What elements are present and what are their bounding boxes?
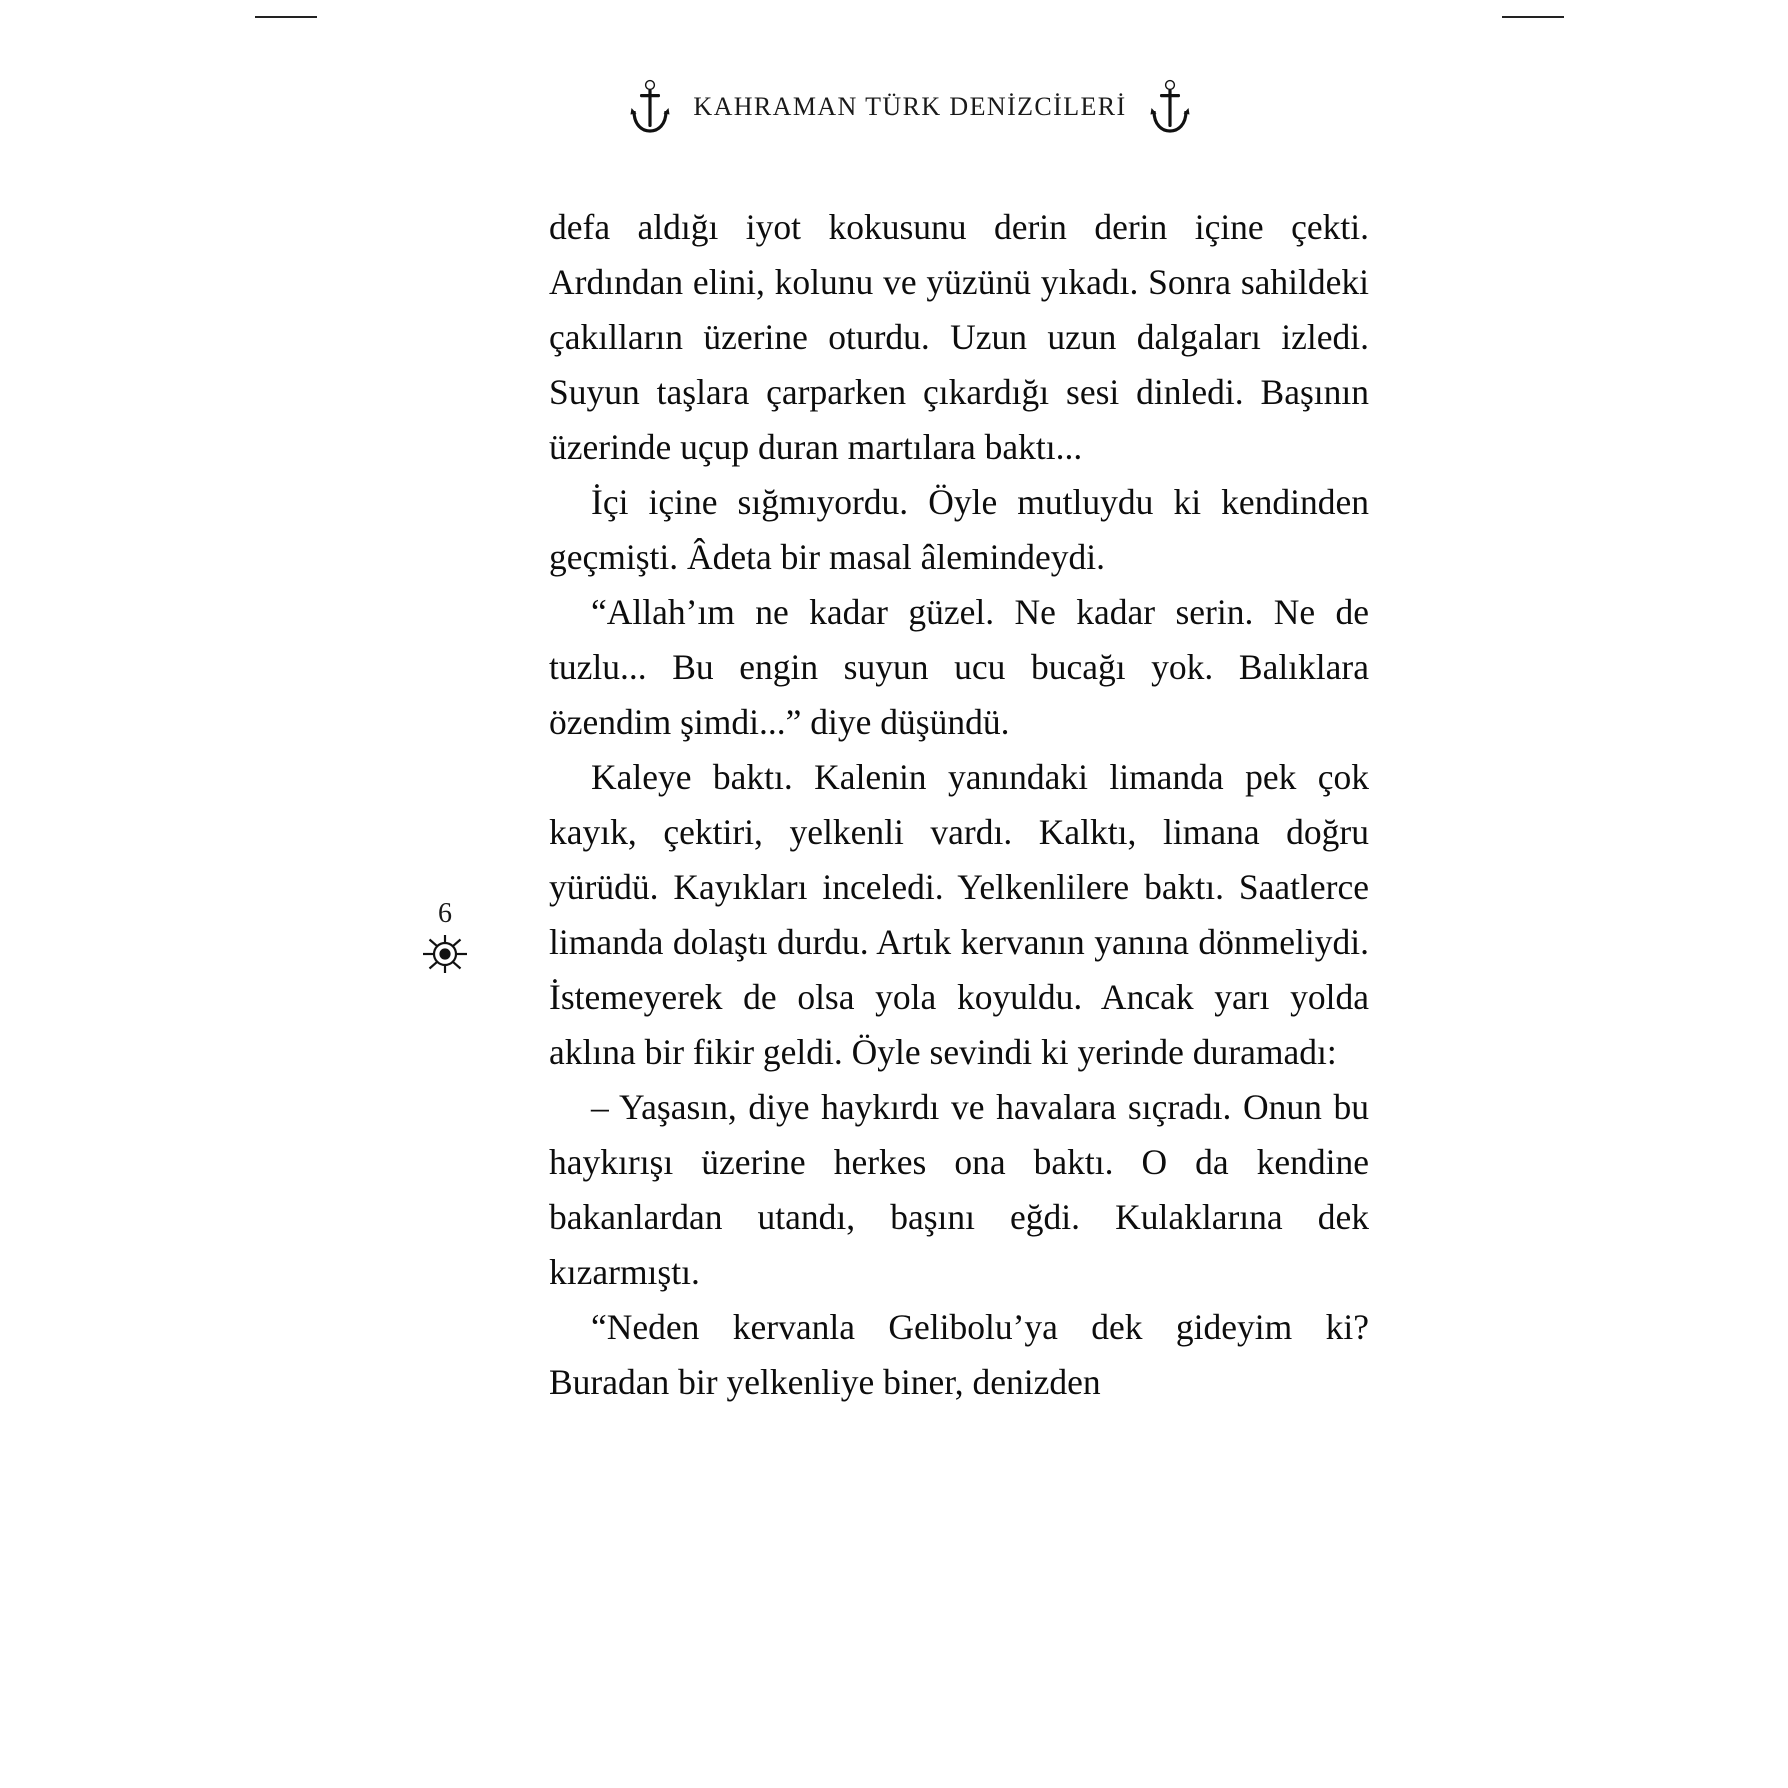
running-head bbox=[560, 78, 1260, 136]
crop-mark-left-icon bbox=[255, 16, 317, 18]
paragraph: “Neden kervanla Gelibolu’ya dek gideyim ki? Buradan bir yelkenliye biner, denizden bbox=[549, 1307, 1369, 1402]
anchor-icon bbox=[1149, 78, 1191, 136]
page-text-column bbox=[549, 200, 1369, 1410]
crop-mark-right-icon bbox=[1502, 16, 1564, 18]
anchor-icon bbox=[629, 78, 671, 136]
page-number: 6 bbox=[438, 898, 452, 929]
paragraph: – Yaşasın, diye haykırdı ve havalara sıçradı. Onun bu haykırışı üzerine herkes ona baktı. O da kendine bakanlardan utandı, başını eğdi. Kulaklarına dek kızarmıştı. bbox=[549, 1087, 1369, 1292]
folio bbox=[400, 900, 490, 976]
paragraph: “Allah’ım ne kadar güzel. Ne kadar serin. Ne de tuzlu... Bu engin suyun ucu bucağı yok. Balıklara özendim şimdi...” diye düşündü. bbox=[549, 592, 1369, 742]
running-head-title: KAHRAMAN TÜRK DENİZCİLERİ bbox=[693, 92, 1127, 121]
ships-wheel-icon bbox=[400, 930, 490, 976]
paragraph: Kaleye baktı. Kalenin yanındaki limanda pek çok kayık, çektiri, yelkenli vardı. Kalktı, limana doğru yürüdü. Kayıkları inceledi. Yelkenlilere baktı. Saatlerce limanda dolaştı durdu. Artık kervanın yanına dönmeliydi. İstemeyerek de olsa yola koyuldu. Ancak yarı yolda aklına bir fikir geldi. Öyle sevindi ki yerinde duramadı: bbox=[549, 757, 1369, 1072]
paragraph: İçi içine sığmıyordu. Öyle mutluydu ki kendinden geçmişti. Âdeta bir masal âlemindeydi. bbox=[549, 482, 1369, 577]
paragraph: defa aldığı iyot kokusunu derin derin içine çekti. Ardından elini, kolunu ve yüzünü yıkadı. Sonra sahildeki çakılların üzerine oturdu. Uzun uzun dalgaları izledi. Suyun taşlara çarparken çıkardığı sesi dinledi. Başının üzerinde uçup duran martılara baktı... bbox=[549, 207, 1369, 467]
